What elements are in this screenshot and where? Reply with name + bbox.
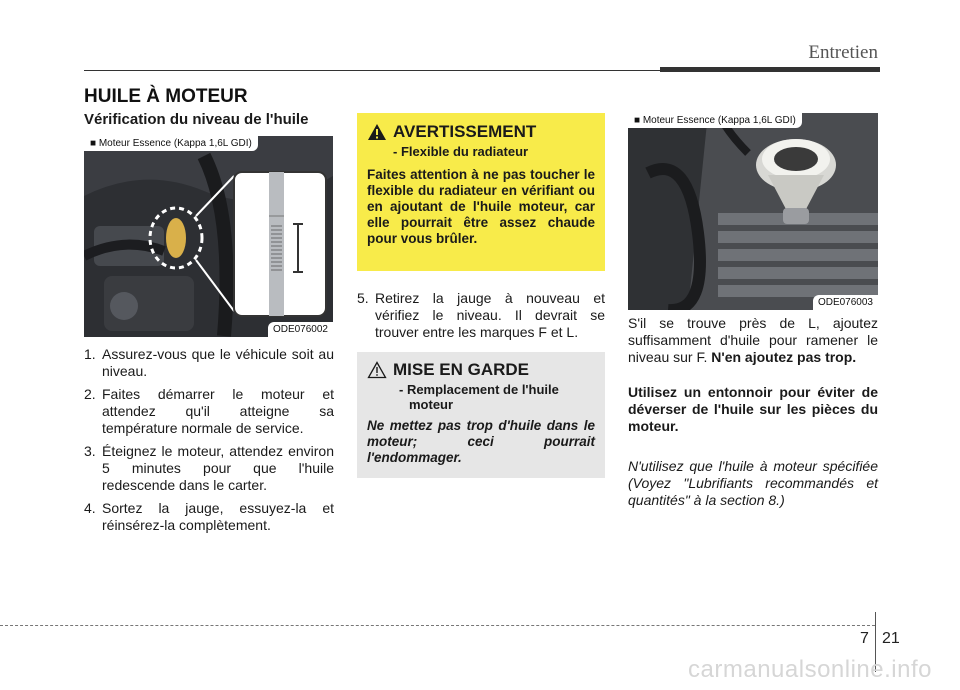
no-overfill-text: N'en ajoutez pas trop. bbox=[711, 349, 857, 365]
warning-box bbox=[357, 113, 605, 271]
figure2-code: ODE076003 bbox=[813, 295, 878, 310]
steps-list-left bbox=[84, 346, 334, 540]
step-text: Éteignez le moteur, attendez environ 5 minutes pour que l'huile redescende dans le carter. bbox=[102, 443, 334, 493]
caution-title: MISE EN GARDE bbox=[393, 360, 530, 379]
caution-subtitle-line1: - Remplacement de l'huile bbox=[399, 382, 559, 397]
subsection-title: Vérification du niveau de l'huile bbox=[84, 111, 309, 128]
warning-text: Faites attention à ne pas toucher le flexible du radiateur en vérifiant ou en ajoutant de l'huile moteur, car elle pourrait être assez chaude pour vous brûler. bbox=[367, 167, 595, 246]
chapter-number: 7 bbox=[860, 630, 869, 647]
caution-header bbox=[367, 360, 595, 380]
specified-oil-paragraph: N'utilisez que l'huile à moteur spécifiée (Voyez "Lubrifiants recommandés et quantités" à la section 8.) bbox=[628, 458, 878, 508]
step-number: 2. bbox=[84, 386, 96, 402]
step-number: 5. bbox=[357, 290, 369, 306]
step-text: Faites démarrer le moteur et attendez qu'il atteigne sa température normale de service. bbox=[102, 386, 334, 436]
warning-triangle-icon bbox=[367, 123, 387, 141]
step-item bbox=[84, 386, 334, 437]
caution-box bbox=[357, 352, 605, 478]
watermark: carmanualsonline.info bbox=[688, 656, 932, 683]
figure1-code: ODE076002 bbox=[268, 322, 333, 337]
step-text: Assurez-vous que le véhicule soit au niveau. bbox=[102, 346, 334, 379]
step-number: 3. bbox=[84, 443, 96, 459]
page-number: 21 bbox=[882, 630, 900, 647]
chapter-title: Entretien bbox=[808, 42, 878, 63]
section-title: HUILE À MOTEUR bbox=[84, 86, 248, 107]
step-item bbox=[357, 290, 605, 341]
step-text: Retirez la jauge à nouveau et vérifiez le niveau. Il devrait se trouver entre les marques F et L. bbox=[375, 290, 605, 340]
step-item bbox=[84, 443, 334, 494]
funnel-paragraph: Utilisez un entonnoir pour éviter de déverser de l'huile sur les pièces du moteur. bbox=[628, 384, 878, 434]
figure1-caption: ■ Moteur Essence (Kappa 1,6L GDI) bbox=[84, 136, 258, 151]
warning-subtitle: - Flexible du radiateur bbox=[393, 144, 529, 159]
add-oil-text: S'il se trouve près de L, ajoutez suffisamment d'huile pour ramener le niveau sur F. bbox=[628, 315, 878, 365]
figure2-caption: ■ Moteur Essence (Kappa 1,6L GDI) bbox=[628, 113, 802, 128]
engine-bay-illustration bbox=[84, 136, 333, 337]
warning-title: AVERTISSEMENT bbox=[393, 122, 537, 141]
caution-text: Ne mettez pas trop d'huile dans le moteur; ceci pourrait l'endommager. bbox=[367, 418, 595, 465]
engine-dipstick-photo bbox=[84, 136, 333, 337]
oil-filler-photo bbox=[628, 113, 878, 310]
header-accent-bar bbox=[660, 67, 880, 72]
warning-header bbox=[367, 122, 595, 142]
right-paragraph-1 bbox=[628, 315, 878, 366]
step-number: 1. bbox=[84, 346, 96, 362]
caution-triangle-icon bbox=[367, 361, 387, 379]
engine-top-illustration bbox=[628, 113, 878, 310]
step-item bbox=[84, 500, 334, 534]
footer-dashed-rule bbox=[0, 625, 875, 626]
step-item bbox=[84, 346, 334, 380]
step-number: 4. bbox=[84, 500, 96, 516]
steps-list-middle bbox=[357, 290, 605, 347]
step-text: Sortez la jauge, essuyez-la et réinsérez-la complètement. bbox=[102, 500, 334, 533]
caution-subtitle-line2: moteur bbox=[409, 397, 454, 412]
